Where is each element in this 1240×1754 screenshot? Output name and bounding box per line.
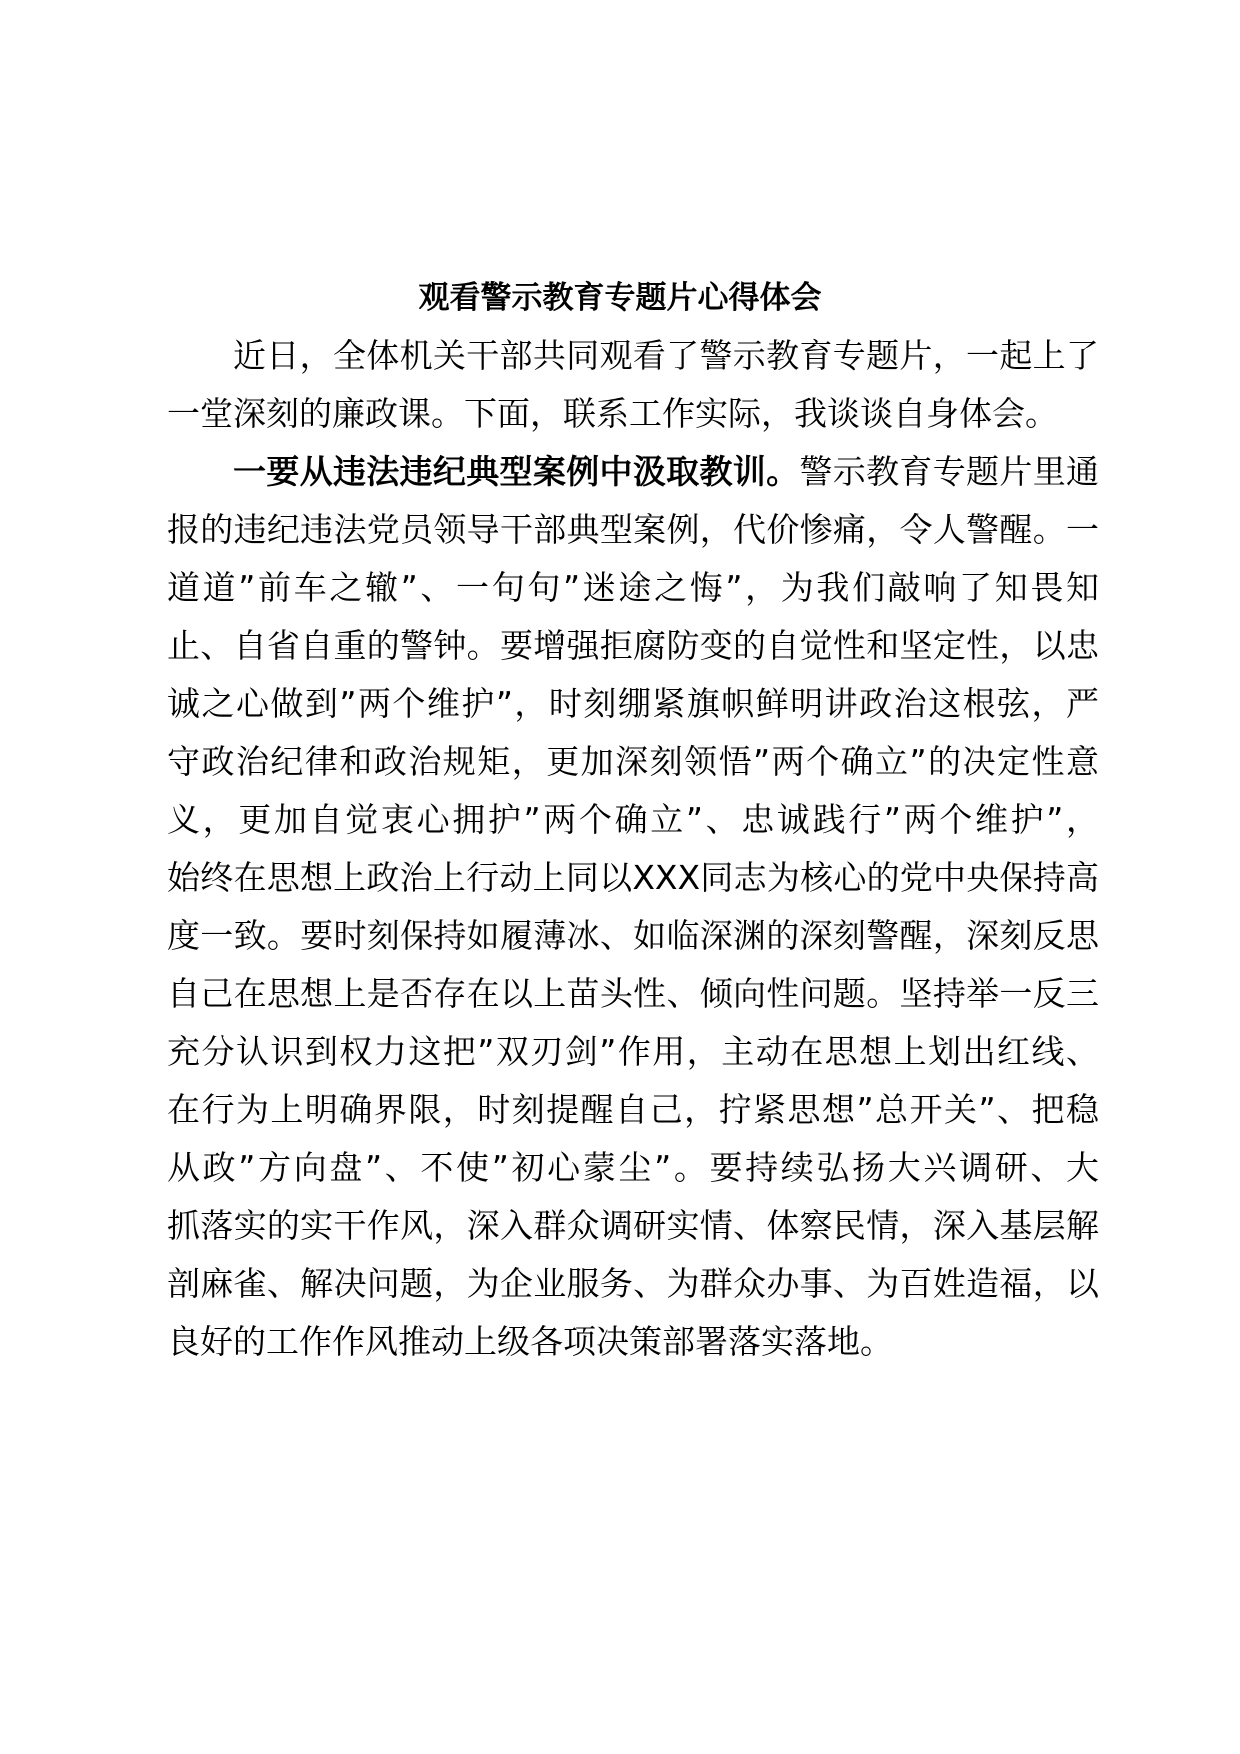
paragraph-line: 在行为上明确界限，时刻提醒自己，拧紧思想”总开关”、把稳 — [167, 1090, 1099, 1129]
paragraph-line: 度一致。要时刻保持如履薄冰、如临深渊的深刻警醒，深刻反思 — [167, 916, 1099, 955]
paragraph-line: 剖麻雀、解决问题，为企业服务、为群众办事、为百姓造福，以 — [167, 1264, 1099, 1303]
paragraph-line: 止、自省自重的警钟。要增强拒腐防变的自觉性和坚定性，以忠 — [167, 626, 1099, 665]
paragraph-line: 义，更加自觉衷心拥护”两个确立”、忠诚践行”两个维护”， — [167, 800, 1099, 839]
document-title: 观看警示教育专题片心得体会 — [418, 280, 822, 316]
paragraph-line: 抓落实的实干作风，深入群众调研实情、体察民情，深入基层解 — [167, 1206, 1099, 1245]
paragraph-line: 近日，全体机关干部共同观看了警示教育专题片，一起上了 — [233, 336, 1099, 375]
paragraph-line: 报的违纪违法党员领导干部典型案例，代价惨痛，令人警醒。一 — [167, 510, 1099, 549]
point-heading: 一要从违法违纪典型案例中汲取教训。 — [233, 452, 800, 491]
paragraph-line-text: 警示教育专题片里通 — [799, 452, 1100, 491]
paragraph-line: 一堂深刻的廉政课。下面，联系工作实际，我谈谈自身体会。 — [167, 394, 1058, 433]
paragraph-line: 守政治纪律和政治规矩，更加深刻领悟”两个确立”的决定性意 — [167, 742, 1099, 781]
paragraph-line: 良好的工作作风推动上级各项决策部署落实落地。 — [167, 1322, 893, 1361]
paragraph-line: 充分认识到权力这把”双刃剑”作用，主动在思想上划出红线、 — [167, 1032, 1099, 1071]
paragraph-line: 道道”前车之辙”、一句句”迷途之悔”，为我们敲响了知畏知 — [167, 568, 1099, 607]
paragraph-line: 始终在思想上政治上行动上同以XXX同志为核心的党中央保持高 — [167, 858, 1099, 897]
paragraph-line: 自己在思想上是否存在以上苗头性、倾向性问题。坚持举一反三 — [167, 974, 1099, 1013]
paragraph-line: 从政”方向盘”、不使”初心蒙尘”。要持续弘扬大兴调研、大 — [167, 1148, 1099, 1187]
paragraph-line — [233, 448, 1099, 496]
paragraph-line: 诚之心做到”两个维护”，时刻绷紧旗帜鲜明讲政治这根弦，严 — [167, 684, 1099, 723]
